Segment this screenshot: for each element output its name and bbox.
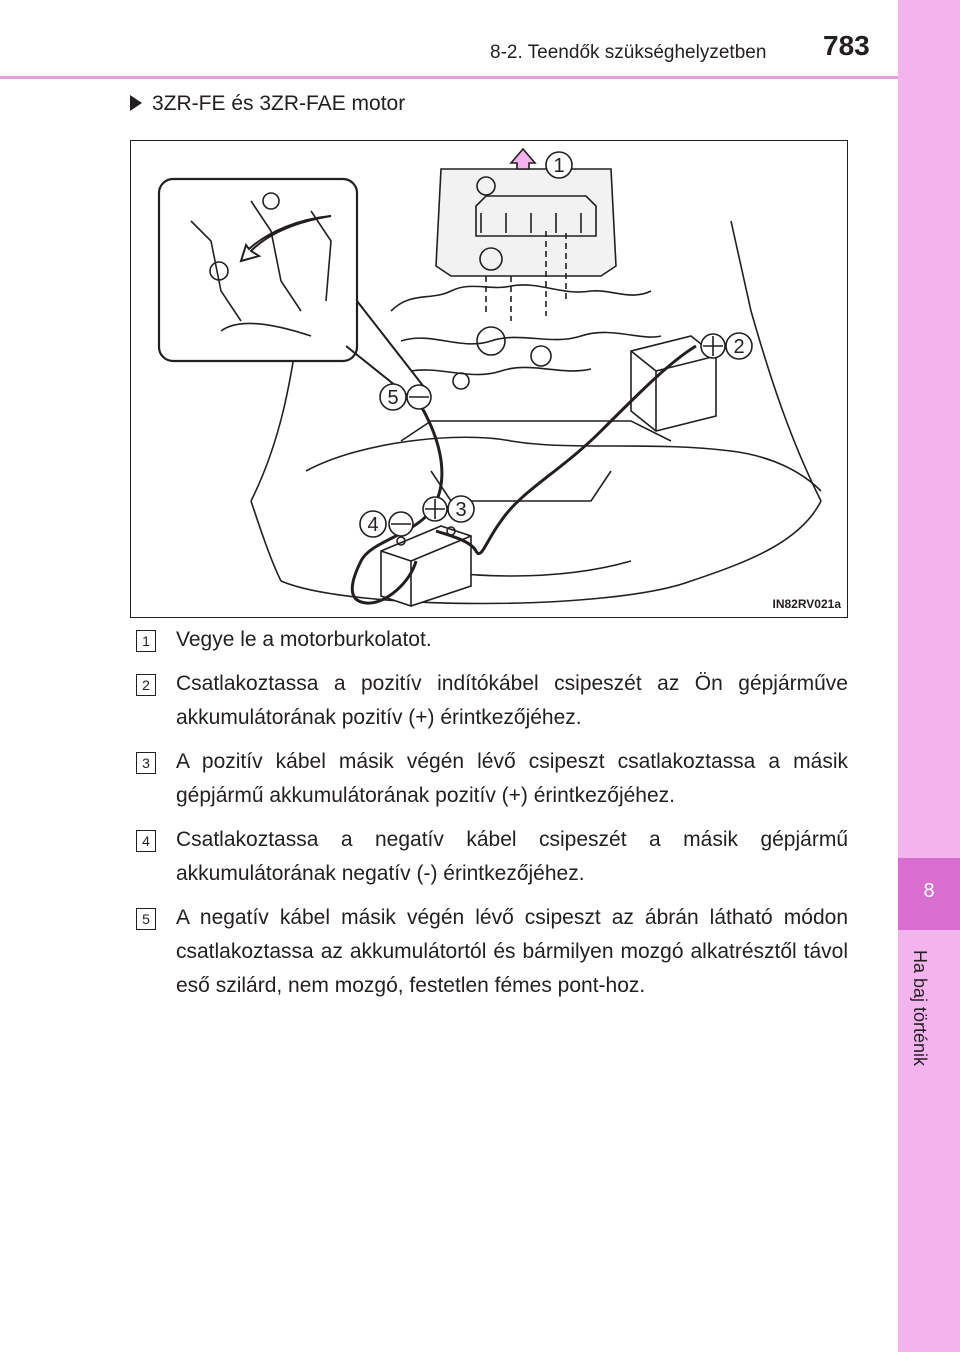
chapter-number: 8 bbox=[923, 880, 935, 902]
step-item bbox=[136, 901, 848, 1003]
subheading bbox=[130, 92, 405, 116]
step-text: A pozitív kábel másik végén lévő csipeszt csatlakoztassa a másik gépjármű akkumulátorának pozitív (+) érintkezőjéhez. bbox=[176, 750, 848, 807]
step-item bbox=[136, 667, 848, 735]
step-number: 2 bbox=[136, 674, 156, 696]
chapter-label-box bbox=[908, 950, 948, 1130]
step-item bbox=[136, 623, 848, 657]
step-number: 1 bbox=[136, 630, 156, 652]
step-number: 5 bbox=[136, 908, 156, 930]
triangle-bullet-icon bbox=[130, 95, 142, 111]
step-item bbox=[136, 823, 848, 891]
step-text: A negatív kábel másik végén lévő csipeszt az ábrán látható módon csatlakoztassa az akkumulátortól és bármilyen mozgó alkatrésztől távol eső szilárd, nem mozgó, festetlen fémes pont-hoz. bbox=[176, 906, 848, 997]
figure-code: IN82RV021a bbox=[772, 597, 841, 611]
engine-bay-illustration bbox=[130, 140, 848, 618]
step-item bbox=[136, 745, 848, 813]
callout-3: 3 bbox=[455, 499, 467, 521]
section-title: 8-2. Teendők szükséghelyzetben bbox=[490, 42, 767, 63]
callout-2: 2 bbox=[733, 336, 745, 358]
step-number: 3 bbox=[136, 752, 156, 774]
step-text: Csatlakoztassa a pozitív indítókábel csipeszét az Ön gépjárműve akkumulátorának pozitív (+) érintkezőjéhez. bbox=[176, 672, 848, 729]
step-list bbox=[136, 623, 848, 1013]
step-text: Csatlakoztassa a negatív kábel csipeszét a másik gépjármű akkumulátorának negatív (-) érintkezőjéhez. bbox=[176, 828, 848, 885]
callout-1: 1 bbox=[553, 155, 565, 177]
callout-4: 4 bbox=[367, 514, 379, 536]
chapter-side-tab[interactable] bbox=[898, 0, 960, 1352]
page-number: 783 bbox=[823, 30, 870, 61]
subheading-text: 3ZR-FE és 3ZR-FAE motor bbox=[152, 92, 406, 115]
header-rule bbox=[0, 76, 898, 79]
step-number: 4 bbox=[136, 830, 156, 852]
engine-bay-drawing bbox=[131, 141, 846, 616]
callout-5: 5 bbox=[387, 387, 399, 409]
chapter-label: Ha baj történik bbox=[910, 950, 930, 1067]
step-text: Vegye le a motorburkolatot. bbox=[176, 628, 432, 651]
